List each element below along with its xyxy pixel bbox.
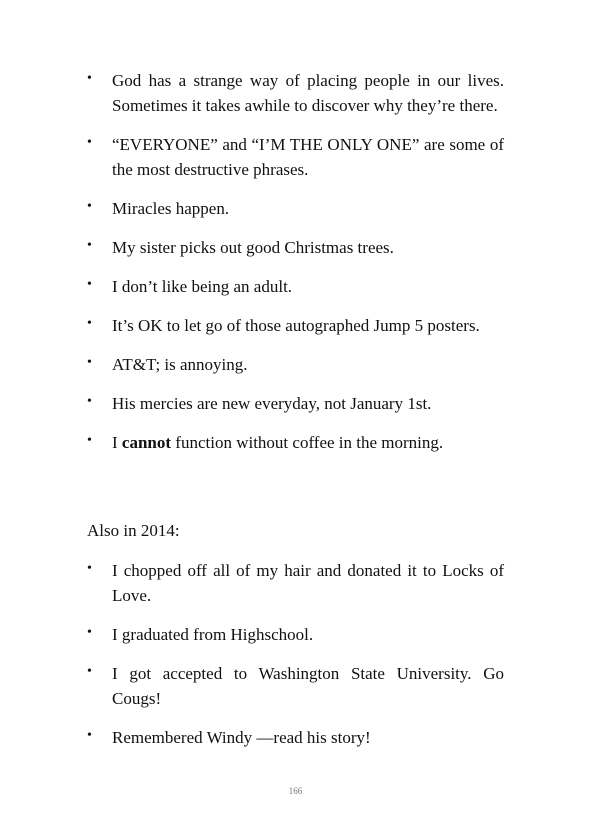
list-item-text: Miracles happen. (112, 199, 230, 218)
list-item (87, 68, 504, 118)
list-item-text: I graduated from Highschool. (112, 625, 314, 644)
also-list (87, 558, 504, 764)
list-item-text: “EVERYONE” and “I’M THE ONLY ONE” are some of the most destructive phrases. (112, 135, 504, 179)
list-item (87, 725, 504, 750)
list-item (87, 352, 504, 377)
list-item-text: His mercies are new everyday, not January 1st. (112, 394, 432, 413)
bullet-icon: • (87, 71, 92, 86)
list-item (87, 391, 504, 416)
bullet-icon: • (87, 135, 92, 150)
bullet-icon: • (87, 561, 92, 576)
list-item (87, 661, 504, 711)
list-item-text-pre: I (112, 433, 122, 452)
bullet-icon: • (87, 199, 92, 214)
list-item-text-post: function without coffee in the morning. (171, 433, 444, 452)
bullet-icon: • (87, 316, 92, 331)
list-item-text: I chopped off all of my hair and donated it to Locks of Love. (112, 561, 504, 605)
list-item-text: God has a strange way of placing people in our lives. Sometimes it takes awhile to discover why they’re there. (112, 71, 504, 115)
lessons-list (87, 68, 504, 469)
bullet-icon: • (87, 238, 92, 253)
bullet-icon: • (87, 664, 92, 679)
list-item-text: I got accepted to Washington State University. Go Cougs! (112, 664, 504, 708)
list-item (87, 313, 504, 338)
bullet-icon: • (87, 728, 92, 743)
list-item (87, 430, 504, 455)
page-number: 166 (288, 786, 303, 796)
emphasized-word: cannot (121, 433, 172, 452)
list-item (87, 558, 504, 608)
list-item (87, 622, 504, 647)
bullet-icon: • (87, 433, 92, 448)
bullet-icon: • (87, 355, 92, 370)
bullet-icon: • (87, 277, 92, 292)
list-item-text: My sister picks out good Christmas trees. (112, 238, 394, 257)
bullet-icon: • (87, 394, 92, 409)
list-item (87, 235, 504, 260)
list-item (87, 196, 504, 221)
bullet-icon: • (87, 625, 92, 640)
list-item-text: AT&T; is annoying. (112, 355, 248, 374)
list-item-text: I don’t like being an adult. (112, 277, 293, 296)
list-item (87, 132, 504, 182)
section-heading: Also in 2014: (87, 521, 180, 540)
list-item (87, 274, 504, 299)
list-item-text: It’s OK to let go of those autographed Jump 5 posters. (112, 316, 480, 335)
list-item-text: Remembered Windy —read his story! (112, 728, 371, 747)
